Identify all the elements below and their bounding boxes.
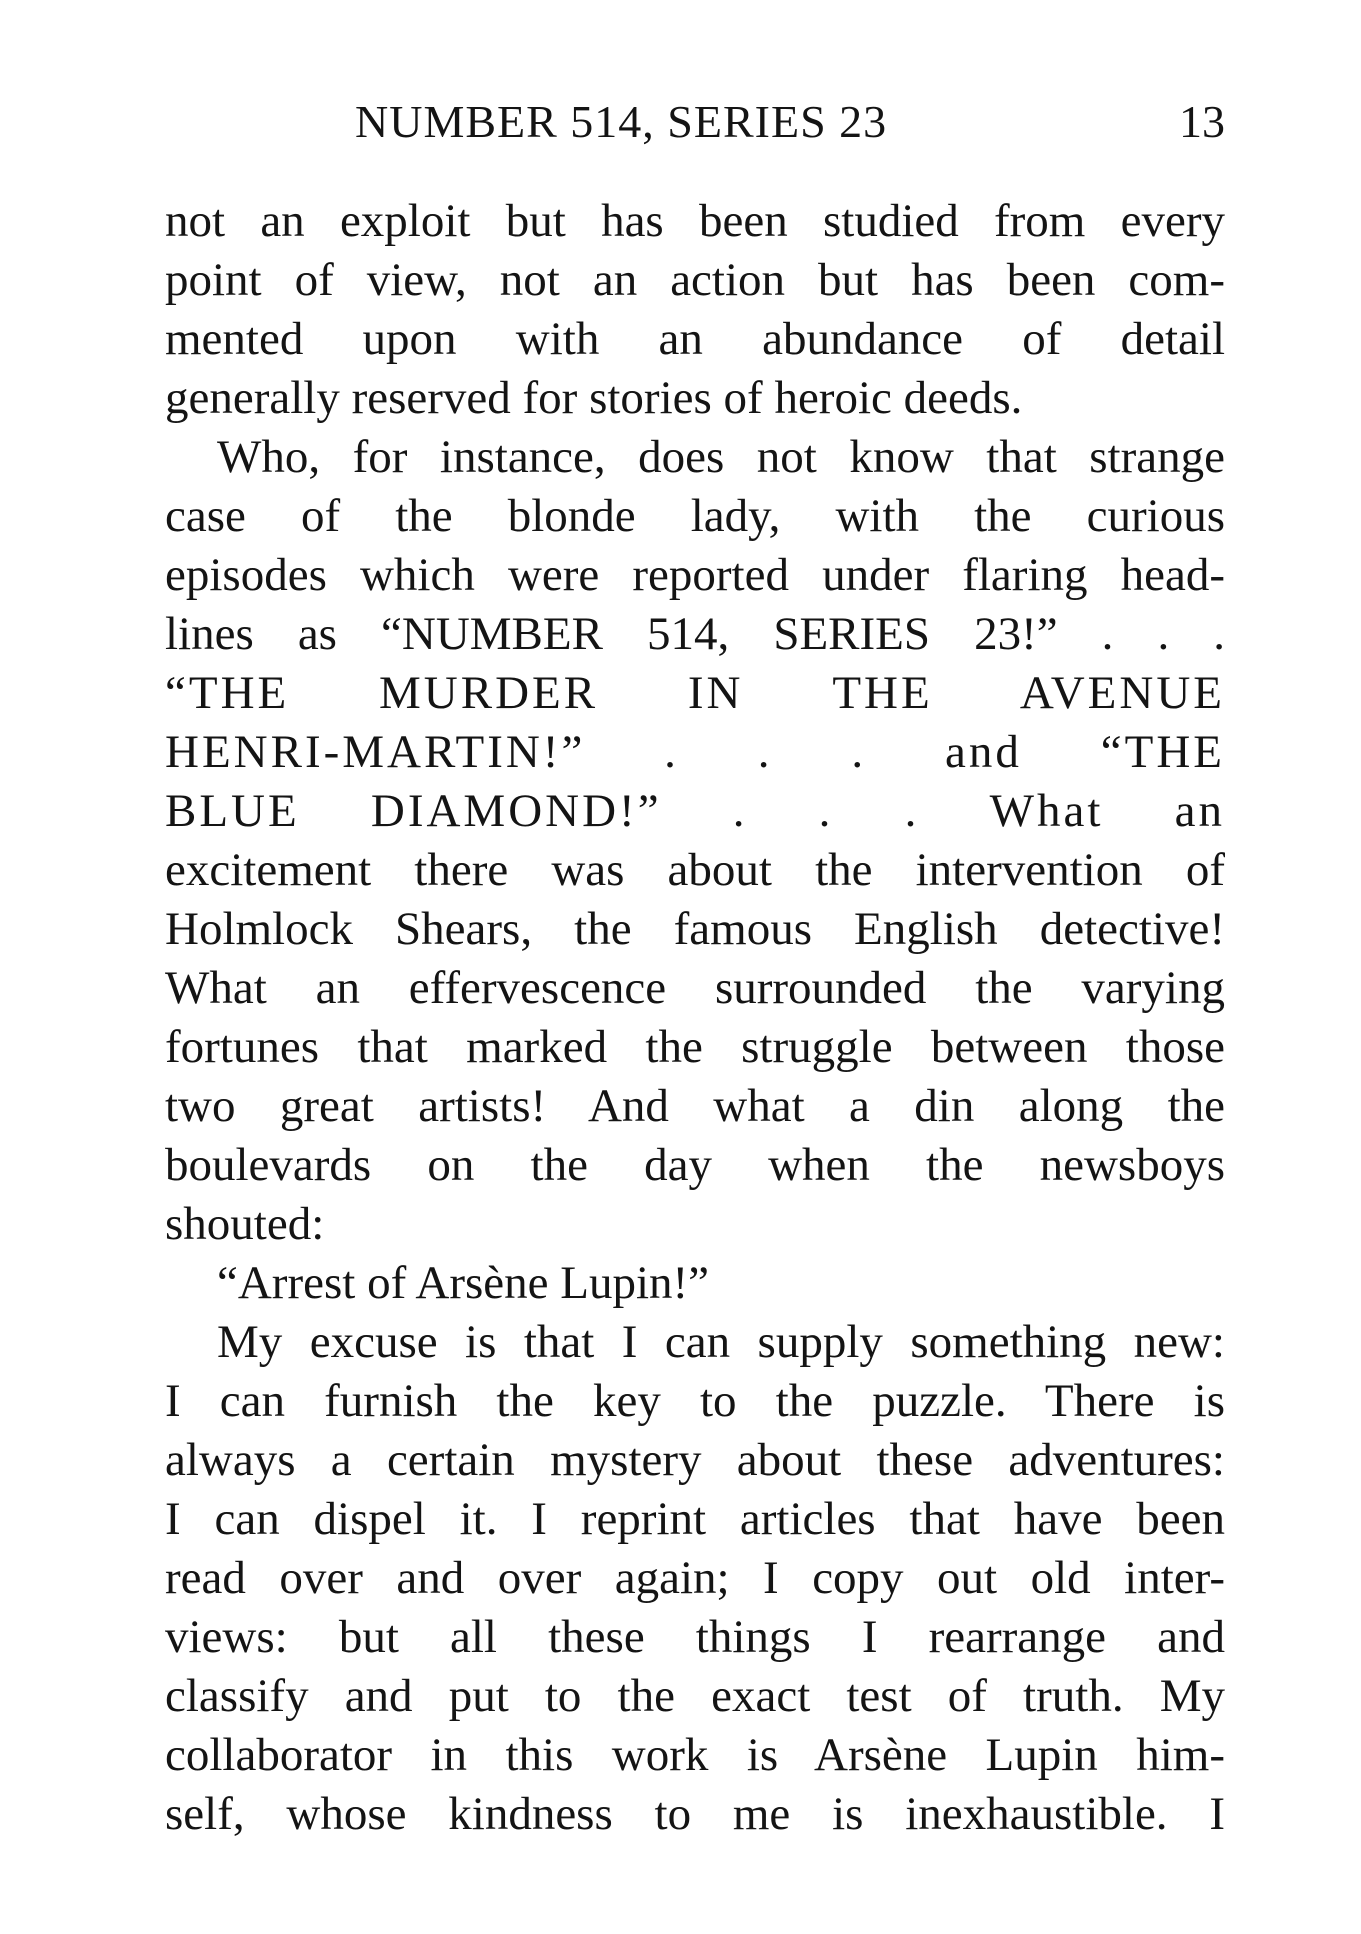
- text-line: excitement there was about the intervention of: [165, 844, 1225, 896]
- text-line: “Arrest of Arsène Lupin!”: [217, 1257, 710, 1309]
- text-line: Holmlock Shears, the famous English detective!: [165, 903, 1225, 955]
- text-line: always a certain mystery about these adventures:: [165, 1434, 1225, 1486]
- text-line: classify and put to the exact test of truth. My: [165, 1670, 1225, 1722]
- text-line: read over and over again; I copy out old inter-: [165, 1552, 1225, 1604]
- text-line: not an exploit but has been studied from every: [165, 195, 1225, 247]
- text-line: two great artists! And what a din along the: [165, 1080, 1225, 1132]
- text-line: fortunes that marked the struggle between those: [165, 1021, 1225, 1073]
- text-line: Who, for instance, does not know that strange: [217, 431, 1225, 483]
- text-line: lines as “NUMBER 514, SERIES 23!” . . .: [165, 608, 1225, 660]
- text-line: I can furnish the key to the puzzle. There is: [165, 1375, 1225, 1427]
- text-line: shouted:: [165, 1198, 325, 1250]
- text-line: mented upon with an abundance of detail: [165, 313, 1225, 365]
- text-line: collaborator in this work is Arsène Lupin him-: [165, 1729, 1225, 1781]
- running-head: [165, 92, 1225, 152]
- text-line: HENRI-MARTIN!” . . . and “THE: [165, 726, 1225, 778]
- text-line: I can dispel it. I reprint articles that have been: [165, 1493, 1225, 1545]
- text-line: episodes which were reported under flaring head-: [165, 549, 1225, 601]
- body-text: [165, 192, 1225, 1844]
- text-line: My excuse is that I can supply something new:: [217, 1316, 1225, 1368]
- text-line: boulevards on the day when the newsboys: [165, 1139, 1225, 1191]
- text-line: self, whose kindness to me is inexhaustible. I: [165, 1788, 1225, 1840]
- text-line: BLUE DIAMOND!” . . . What an: [165, 785, 1225, 837]
- text-line: views: but all these things I rearrange and: [165, 1611, 1225, 1663]
- text-line: case of the blonde lady, with the curious: [165, 490, 1225, 542]
- running-title: NUMBER 514, SERIES 23: [355, 96, 888, 147]
- page-number: 13: [1179, 96, 1225, 147]
- text-line: “THE MURDER IN THE AVENUE: [165, 667, 1225, 719]
- text-line: point of view, not an action but has been com-: [165, 254, 1225, 306]
- text-line: What an effervescence surrounded the varying: [165, 962, 1225, 1014]
- text-line: generally reserved for stories of heroic deeds.: [165, 372, 1023, 424]
